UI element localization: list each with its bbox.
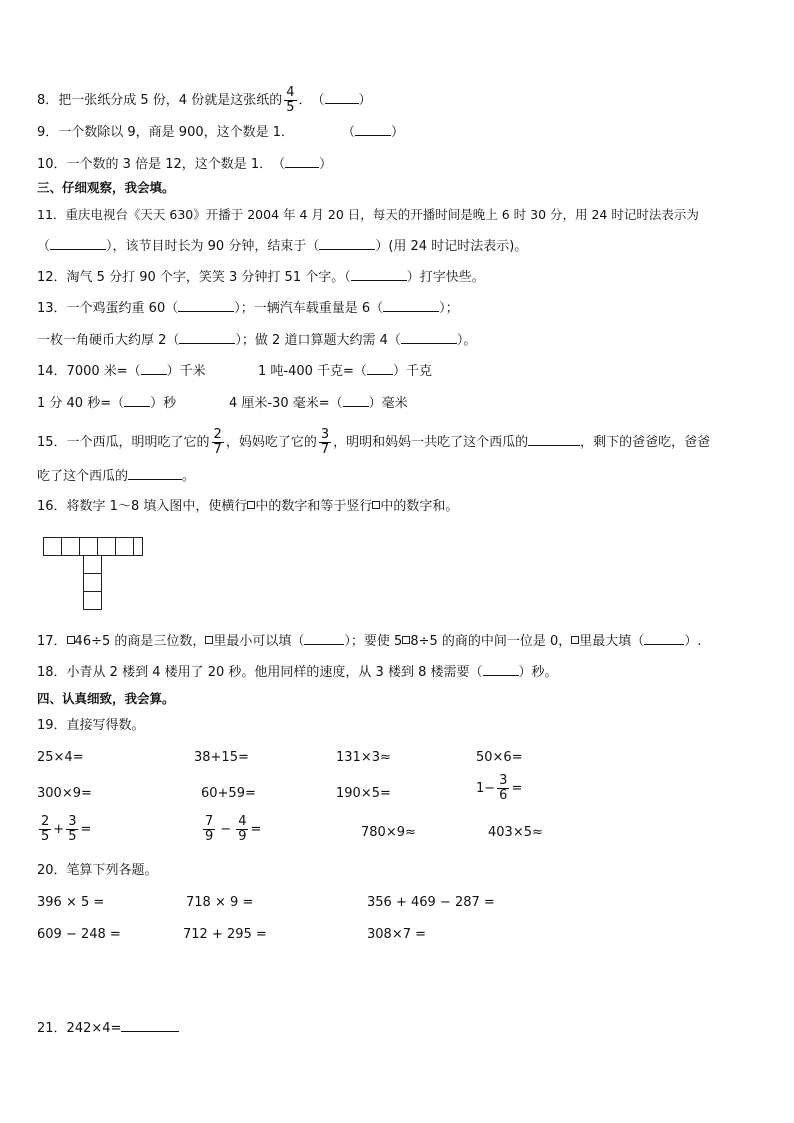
question-20-title: 20．笔算下列各题。 <box>37 863 158 878</box>
answer-blank[interactable] <box>383 299 439 312</box>
calc-item: 190×5= <box>336 786 391 801</box>
answer-blank[interactable] <box>285 155 319 168</box>
q8-text: 8．把一张纸分成 5 份，4 份就是这张纸的 <box>37 93 283 108</box>
question-21: 21．242×4= <box>37 1019 179 1039</box>
answer-blank[interactable] <box>124 394 150 407</box>
calc-item: 396 × 5 = <box>37 895 105 910</box>
answer-blank[interactable] <box>528 433 580 446</box>
question-14-d: 4 厘米-30 毫米=（ ）毫米 <box>229 396 408 411</box>
answer-blank[interactable] <box>141 362 167 375</box>
question-8: 8．把一张纸分成 5 份，4 份就是这张纸的 $\frac{4}{5}$ ． （ ） <box>37 85 372 115</box>
calc-item: 308×7 = <box>367 927 427 942</box>
calc-item: 38+15= <box>194 750 249 765</box>
question-15-line2: 吃了这个西瓜的 。 <box>37 469 196 484</box>
grid-cell[interactable] <box>115 537 134 556</box>
calc-item-fraction: 1− $\frac{3}{6}$ = <box>476 773 523 803</box>
grid-cell[interactable] <box>43 537 62 556</box>
calc-item: 780×9≈ <box>361 825 416 840</box>
calc-item-fraction: $\frac{7}{9}$ − $\frac{4}{9}$ = <box>205 814 262 844</box>
fraction: $\frac{3}{7}$ <box>320 427 330 457</box>
fraction: $\frac{2}{7}$ <box>213 427 222 457</box>
question-14-a: 14．7000 米=（ ）千米 <box>37 364 206 379</box>
question-9: 9．一个数除以 9，商是 900，这个数是 1． （ ） <box>37 125 405 140</box>
calc-item: 300×9= <box>37 786 92 801</box>
fraction: $\frac{4}{5}$ <box>286 85 295 115</box>
question-14-b: 1 吨-400 千克=（ ）千克 <box>258 364 432 379</box>
fraction: $\frac{3}{5}$ <box>68 814 77 844</box>
question-13: 13．一个鸡蛋约重 60（ ）；一辆汽车载重量是 6（ ）； <box>37 301 459 316</box>
calc-item: 609 − 248 = <box>37 927 121 942</box>
grid-cell[interactable] <box>133 537 143 556</box>
answer-blank[interactable] <box>50 237 106 250</box>
calc-item: 50×6= <box>476 750 523 765</box>
grid-cell[interactable] <box>79 537 98 556</box>
question-19-title: 19．直接写得数。 <box>37 718 145 733</box>
fraction: $\frac{4}{9}$ <box>238 814 247 844</box>
answer-blank[interactable] <box>325 91 359 104</box>
grid-cell[interactable] <box>83 555 102 574</box>
question-11: 11．重庆电视台《天天 630》开播于 2004 年 4 月 20 日，每天的开播时间是晚上 6 时 30 分，用 24 时记时法表示为 <box>37 207 699 222</box>
answer-blank[interactable] <box>367 362 393 375</box>
calc-item: 356 + 469 − 287 = <box>367 895 495 910</box>
question-10: 10．一个数的 3 倍是 12，这个数是 1． （ ） <box>37 157 333 172</box>
calc-item: 712 + 295 = <box>183 927 267 942</box>
answer-blank[interactable] <box>483 663 519 676</box>
grid-cell[interactable] <box>83 573 102 592</box>
question-14-c: 1 分 40 秒=（ ）秒 <box>37 396 177 411</box>
answer-blank[interactable] <box>355 123 391 136</box>
calc-item: 25×4= <box>37 750 84 765</box>
question-18: 18．小青从 2 楼到 4 楼用了 20 秒。他用同样的速度，从 3 楼到 8 楼需要（ ）秒。 <box>37 665 558 680</box>
question-17: 17． 46÷5 的商是三位数， 里最小可以填（ ）；要使 5 8÷5 的商的中间一位是 0， 里最大填（ ）. <box>37 634 702 649</box>
answer-blank[interactable] <box>401 331 457 344</box>
answer-blank[interactable] <box>178 299 234 312</box>
grid-cell[interactable] <box>97 537 116 556</box>
calc-item: 60+59= <box>201 786 256 801</box>
grid-cell[interactable] <box>61 537 80 556</box>
calc-item: 403×5≈ <box>488 825 543 840</box>
question-15: 15．一个西瓜，明明吃了它的 $\frac{2}{7}$ ，妈妈吃了它的 $\frac{3}{7}$ ，明明和妈妈一共吃了这个西瓜的 ，剩下的爸爸吃，爸爸 <box>37 427 711 457</box>
answer-blank[interactable] <box>319 237 375 250</box>
square-icon <box>67 636 75 644</box>
calc-item: 131×3≈ <box>336 750 391 765</box>
fraction: $\frac{2}{5}$ <box>41 814 50 844</box>
question-16: 16．将数字 1～8 填入图中，使横行 中的数字和等于竖行 中的数字和。 <box>37 499 459 514</box>
calc-item: 718 × 9 = <box>186 895 254 910</box>
answer-blank[interactable] <box>304 632 344 645</box>
answer-blank[interactable] <box>644 632 684 645</box>
calc-item-fraction: $\frac{2}{5}$ + $\frac{3}{5}$ = <box>41 814 92 844</box>
answer-blank[interactable] <box>121 1019 179 1032</box>
answer-blank[interactable] <box>343 394 369 407</box>
fraction: $\frac{7}{9}$ <box>205 814 214 844</box>
answer-blank[interactable] <box>179 331 235 344</box>
question-12: 12．淘气 5 分打 90 个字，笑笑 3 分钟打 51 个字。（ ）打字快些。 <box>37 270 485 285</box>
section-3-heading: 三、仔细观察，我会填。 <box>37 180 175 195</box>
grid-cell[interactable] <box>83 591 102 610</box>
fraction: $\frac{3}{6}$ <box>499 773 508 803</box>
section-4-heading: 四、认真细致，我会算。 <box>37 691 175 706</box>
answer-blank[interactable] <box>351 268 407 281</box>
question-13-line2: 一枚一角硬币大约厚 2（ ）；做 2 道口算题大约需 4（ ）。 <box>37 333 477 348</box>
question-11-line2: （ ），该节目时长为 90 分钟，结束于（ ）(用 24 时记时法表示)。 <box>37 239 528 254</box>
answer-blank[interactable] <box>128 467 182 480</box>
